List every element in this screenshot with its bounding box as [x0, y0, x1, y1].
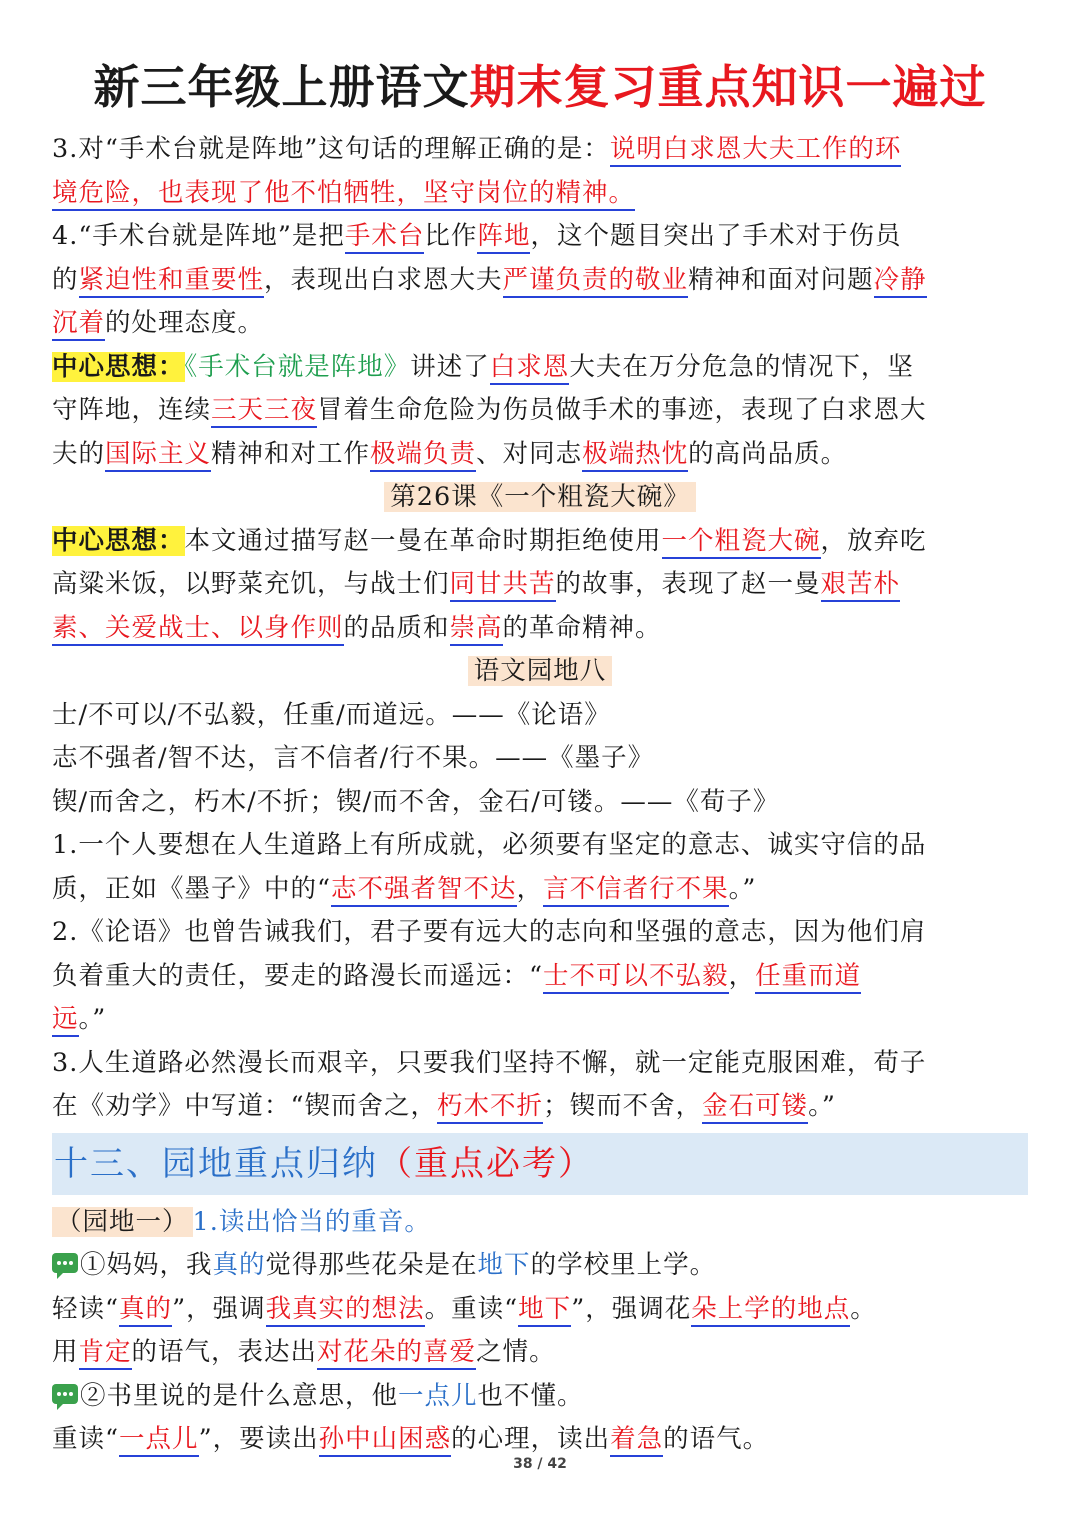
- text: 的语气。: [663, 1424, 770, 1454]
- central-idea-label: 中心思想：: [52, 525, 185, 556]
- text: 的学校里上学。: [530, 1250, 717, 1280]
- lesson-heading: [52, 476, 1028, 520]
- stress-word: 一点儿: [398, 1380, 478, 1411]
- subheading: 1.读出恰当的重音。: [192, 1206, 431, 1237]
- text-line: [52, 1085, 1028, 1129]
- answer-text: 地下: [518, 1294, 571, 1327]
- text: 觉得那些花朵是在: [265, 1250, 478, 1280]
- answer-text: 阵地: [477, 221, 530, 254]
- answer-text: 着急: [610, 1424, 663, 1457]
- stress-word: 地下: [477, 1250, 531, 1280]
- text: 。”: [808, 1091, 836, 1121]
- answer-text: 言不信者行不果: [543, 874, 729, 907]
- text-line: [52, 1375, 1028, 1419]
- text-line: [52, 824, 1028, 868]
- text: 。: [850, 1293, 877, 1324]
- stress-word: 真的: [212, 1250, 266, 1280]
- text: 3.人生道路必然漫长而艰辛，只要我们坚持不懈，就一定能克服困难，荀子: [52, 1047, 927, 1078]
- text: 守阵地，连续: [52, 395, 212, 425]
- text: ①妈妈，我: [80, 1250, 213, 1280]
- text: 。”: [78, 1004, 107, 1034]
- answer-text: 手术台: [345, 221, 425, 254]
- title-part-2: 期末复习重点知识一遍过: [469, 60, 987, 114]
- text: 负着重大的责任，要走的路漫长而遥远：“: [52, 960, 544, 991]
- text: 精神和对工作: [211, 438, 371, 469]
- text-line: [52, 128, 1028, 172]
- lesson-name: 《手术台就是阵地》: [184, 351, 411, 382]
- answer-text: 严谨负责的敬业: [503, 265, 689, 298]
- text-line: [52, 1418, 1028, 1462]
- text: 夫的: [52, 438, 106, 469]
- text: 的心理，读出: [451, 1424, 611, 1454]
- text: 质，正如《墨子》中的“: [52, 873, 332, 904]
- answer-text: 金石可镂: [702, 1091, 808, 1124]
- text-line: [52, 1331, 1028, 1375]
- answer-text: 艰苦朴: [821, 569, 901, 602]
- text: 的语气，表达出: [131, 1337, 318, 1367]
- text: 精神和面对问题: [688, 264, 874, 295]
- text-line: [52, 868, 1028, 912]
- answer-text: 任重而道: [755, 961, 861, 994]
- section-title: 十三、园地重点归纳: [54, 1143, 378, 1184]
- text: 冒着生命危险为伤员做手术的事迹，表现了白求恩大: [317, 395, 927, 425]
- text-line: [52, 1288, 1028, 1332]
- answer-text: 崇高: [450, 613, 503, 646]
- text-line: [52, 302, 1028, 346]
- answer-text: 同甘共苦: [450, 569, 556, 602]
- lesson-heading-text: 第26课《一个粗瓷大碗》: [384, 482, 695, 512]
- section-heading: [52, 1133, 1028, 1195]
- text: 讲述了: [410, 351, 490, 382]
- text: ；锲而不舍，: [543, 1091, 703, 1121]
- text-line: [52, 998, 1028, 1042]
- chat-bubble-icon: [52, 1384, 78, 1404]
- text: ②书里说的是什么意思，他: [80, 1380, 399, 1411]
- answer-text: 白求恩: [490, 352, 570, 385]
- text: 志不强者/智不达，言不信者/行不果。——《墨子》: [52, 743, 655, 773]
- page-number: 38 / 42: [513, 1456, 567, 1472]
- text: 的品质和: [343, 612, 450, 643]
- answer-text: 素、关爱战士、以身作则: [52, 613, 344, 646]
- text-line: [52, 563, 1028, 607]
- text: 的故事，表现了赵一曼: [555, 569, 821, 599]
- text: 之情。: [476, 1337, 556, 1367]
- text-line: [52, 1201, 1028, 1245]
- text: 的处理态度。: [105, 308, 265, 338]
- answer-text: 志不强者智不达: [331, 874, 517, 907]
- text: 。”: [728, 873, 757, 904]
- answer-text: 对花朵的喜爱: [317, 1337, 476, 1370]
- text: 的革命精神。: [502, 612, 662, 643]
- text: 比作: [424, 221, 478, 251]
- section-tag: （重点必考）: [378, 1143, 594, 1184]
- text-line: [52, 781, 1028, 825]
- text-line: [52, 1244, 1028, 1288]
- text: 3.对“手术台就是阵地”这句话的理解正确的是：: [52, 134, 610, 164]
- text: ，: [516, 873, 544, 904]
- answer-text: 远: [52, 1004, 79, 1037]
- text-line: [52, 737, 1028, 781]
- document-body: [52, 128, 1028, 1462]
- text: ”，强调花: [571, 1293, 692, 1324]
- answer-text: 朽木不折: [437, 1091, 543, 1124]
- text: ”，强调: [172, 1293, 266, 1324]
- text: 也不懂。: [477, 1380, 584, 1411]
- text: 的: [52, 264, 79, 295]
- text-line: [52, 1042, 1028, 1086]
- page-title: [0, 55, 1080, 119]
- answer-text: 一点儿: [119, 1424, 199, 1457]
- chat-bubble-icon: [52, 1253, 78, 1273]
- text: 重读“: [52, 1424, 120, 1454]
- answer-text: 一个粗瓷大碗: [662, 526, 821, 559]
- text: ，: [728, 960, 756, 991]
- text: 士/不可以/不弘毅，任重/而道远。——《论语》: [52, 699, 611, 730]
- answer-text: 极端负责: [370, 439, 476, 472]
- text-line: [52, 911, 1028, 955]
- lesson-heading-text: 语文园地八: [468, 656, 613, 686]
- answer-text: 国际主义: [105, 439, 211, 472]
- text: 、对同志: [476, 438, 583, 469]
- text-line: [52, 607, 1028, 651]
- answer-text: 极端热忱: [582, 439, 688, 472]
- text: 。重读“: [424, 1293, 519, 1324]
- text: 锲/而舍之，朽木/不折；锲/而不舍，金石/可镂。——《荀子》: [52, 786, 780, 817]
- text: 高粱米饭，以野菜充饥，与战士们: [52, 569, 450, 599]
- answer-text: 我真实的想法: [266, 1294, 425, 1327]
- central-idea-label: 中心思想：: [52, 351, 185, 382]
- answer-text: 沉着: [52, 308, 105, 341]
- text-line: [52, 346, 1028, 390]
- text-line: [52, 520, 1028, 564]
- text: 的高尚品质。: [688, 438, 848, 469]
- text-line: [52, 172, 1028, 216]
- text: 用: [52, 1337, 79, 1367]
- answer-text: 境危险，也表现了他不怕牺牲，坚守岗位的精神。: [52, 178, 635, 211]
- garden-tag: （园地一）: [52, 1207, 193, 1237]
- title-part-1: 新三年级上册语文: [93, 60, 470, 114]
- answer-text: 肯定: [79, 1337, 132, 1370]
- text: ，这个题目突出了手术对于伤员: [530, 221, 902, 251]
- answer-text: 三天三夜: [211, 395, 317, 428]
- answer-text: 冷静: [874, 265, 927, 298]
- answer-text: 朵上学的地点: [691, 1294, 850, 1327]
- answer-text: 孙中山困惑: [319, 1424, 452, 1457]
- answer-text: 士不可以不弘毅: [543, 961, 729, 994]
- text-line: [52, 215, 1028, 259]
- text: 在《劝学》中写道：“锲而舍之，: [52, 1091, 438, 1121]
- text: ”，要读出: [198, 1424, 319, 1454]
- text: 大夫在万分危急的情况下，坚: [569, 351, 914, 382]
- text: ，放弃吃: [820, 525, 927, 556]
- text-line: [52, 389, 1028, 433]
- text: 4.“手术台就是阵地”是把: [52, 221, 345, 251]
- text: 轻读“: [52, 1293, 120, 1324]
- lesson-heading: [52, 650, 1028, 694]
- answer-text: 紧迫性和重要性: [79, 265, 265, 298]
- text: 本文通过描写赵一曼在革命时期拒绝使用: [184, 525, 662, 556]
- text: ，表现出白求恩大夫: [264, 264, 503, 295]
- text-line: [52, 694, 1028, 738]
- text: 1.一个人要想在人生道路上有所成就，必须要有坚定的意志、诚实守信的品: [52, 830, 927, 860]
- text-line: [52, 955, 1028, 999]
- text: 2.《论语》也曾告诫我们，君子要有远大的志向和坚强的意志，因为他们肩: [52, 917, 927, 947]
- text-line: [52, 433, 1028, 477]
- answer-text: 真的: [119, 1294, 172, 1327]
- answer-text: 说明白求恩大夫工作的环: [610, 134, 902, 167]
- text-line: [52, 259, 1028, 303]
